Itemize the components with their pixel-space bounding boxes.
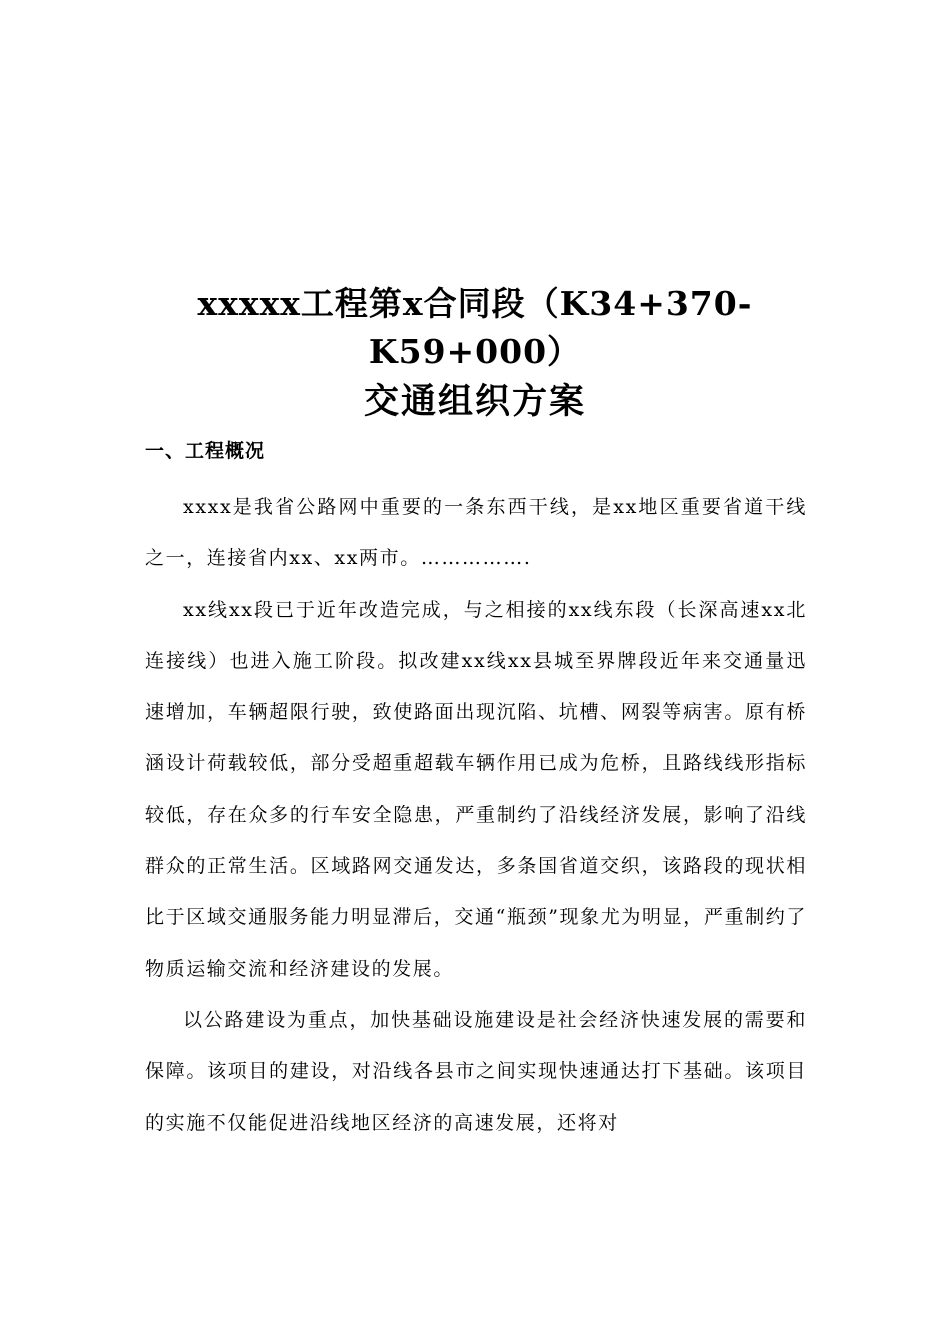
- paragraph-1: xxxx是我省公路网中重要的一条东西干线，是xx地区重要省道干线之一，连接省内xx、xx两市。…………….: [145, 496, 807, 570]
- title-line-1: xxxxx工程第x合同段（K34+370-: [197, 284, 753, 323]
- section-heading: 一、工程概况: [145, 440, 266, 462]
- section-body: [145, 482, 807, 1149]
- document-title: [0, 280, 950, 426]
- paragraph-2: xx线xx段已于近年改造完成，与之相接的xx线东段（长深高速xx北连接线）也进入施工阶段。拟改建xx线xx县城至界牌段近年来交通量迅速增加，车辆超限行驶，致使路面出现沉陷、坑槽、网裂等病害。原有桥涵设计荷载较低，部分受超重超载车辆作用已成为危桥，且路线线形指标较低，存在众多的行车安全隐患，严重制约了沿线经济发展，影响了沿线群众的正常生活。区域路网交通发达，多条国省道交织，该路段的现状相比于区域交通服务能力明显滞后，交通“瓶颈”现象尤为明显，严重制约了物质运输交流和经济建设的发展。: [145, 598, 807, 980]
- title-line-3: 交通组织方案: [363, 381, 586, 422]
- title-line-2: K59+000）: [368, 332, 582, 371]
- paragraph-3: 以公路建设为重点，加快基础设施建设是社会经济快速发展的需要和保障。该项目的建设，对沿线各县市之间实现快速通达打下基础。该项目的实施不仅能促进沿线地区经济的高速发展，还将对: [145, 1008, 807, 1134]
